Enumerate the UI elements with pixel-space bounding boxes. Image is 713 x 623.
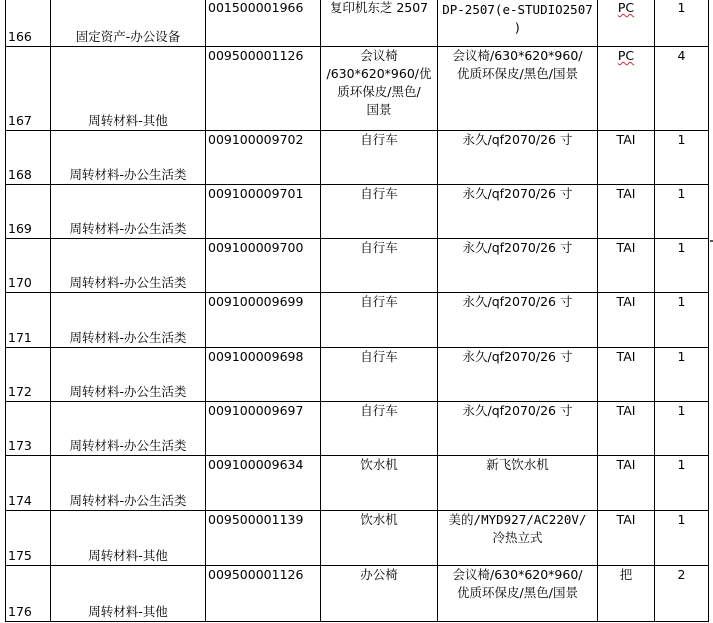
unit-cell: TAI — [598, 131, 655, 185]
unit-cell: TAI — [598, 511, 655, 566]
item-name-cell: 饮水机 — [321, 456, 438, 511]
quantity-cell: 4 — [655, 47, 709, 131]
row-number-cell: 174 — [6, 456, 51, 511]
material-code-cell: 009100009702 — [206, 131, 321, 185]
material-code-cell: 001500001966 — [206, 0, 321, 47]
unit-cell: TAI — [598, 348, 655, 402]
unit-cell: 把 — [598, 566, 655, 622]
material-code-cell: 009500001126 — [206, 566, 321, 622]
table-row — [6, 185, 709, 239]
category-cell: 周转材料-办公生活类 — [51, 348, 206, 402]
specification-cell: 新飞饮水机 — [438, 456, 598, 511]
material-code-cell: 009100009698 — [206, 348, 321, 402]
material-code-cell: 009100009634 — [206, 456, 321, 511]
table-row — [6, 402, 709, 456]
quantity-cell: 1 — [655, 239, 709, 293]
quantity-cell: 1 — [655, 0, 709, 47]
unit-cell: TAI — [598, 293, 655, 348]
category-cell: 周转材料-办公生活类 — [51, 456, 206, 511]
row-number-cell: 173 — [6, 402, 51, 456]
row-number-cell: 175 — [6, 511, 51, 566]
row-number-cell: 168 — [6, 131, 51, 185]
material-code-cell: 009500001126 — [206, 47, 321, 131]
unit-cell: TAI — [598, 456, 655, 511]
table-row — [6, 239, 709, 293]
unit-cell: PC — [598, 47, 655, 131]
category-cell: 周转材料-其他 — [51, 566, 206, 622]
specification-cell: 永久/qf2070/26 寸 — [438, 293, 598, 348]
material-code-cell: 009100009699 — [206, 293, 321, 348]
category-cell: 周转材料-办公生活类 — [51, 185, 206, 239]
unit-cell: TAI — [598, 185, 655, 239]
specification-cell: 永久/qf2070/26 寸 — [438, 348, 598, 402]
unit-cell: TAI — [598, 402, 655, 456]
quantity-cell: 1 — [655, 402, 709, 456]
item-name-cell: 自行车 — [321, 293, 438, 348]
row-number-cell: 170 — [6, 239, 51, 293]
specification-cell: 永久/qf2070/26 寸 — [438, 402, 598, 456]
table-row — [6, 456, 709, 511]
item-name-cell: 自行车 — [321, 402, 438, 456]
table-row — [6, 348, 709, 402]
table-row — [6, 0, 709, 47]
table-row — [6, 131, 709, 185]
specification-cell: 会议椅/630*620*960/ 优质环保皮/黑色/国景 — [438, 566, 598, 622]
quantity-cell: 2 — [655, 566, 709, 622]
table-row — [6, 511, 709, 566]
material-code-cell: 009500001139 — [206, 511, 321, 566]
material-code-cell: 009100009697 — [206, 402, 321, 456]
item-name-cell: 自行车 — [321, 348, 438, 402]
item-name-cell: 自行车 — [321, 239, 438, 293]
specification-cell: 会议椅/630*620*960/ 优质环保皮/黑色/国景 — [438, 47, 598, 131]
material-code-cell: 009100009701 — [206, 185, 321, 239]
specification-cell: 永久/qf2070/26 寸 — [438, 185, 598, 239]
specification-cell: 永久/qf2070/26 寸 — [438, 131, 598, 185]
item-name-cell: 饮水机 — [321, 511, 438, 566]
quantity-cell: 1 — [655, 456, 709, 511]
category-cell: 周转材料-办公生活类 — [51, 131, 206, 185]
category-cell: 周转材料-办公生活类 — [51, 402, 206, 456]
category-cell: 周转材料-其他 — [51, 47, 206, 131]
unit-cell: TAI — [598, 239, 655, 293]
quantity-cell: 1 — [655, 293, 709, 348]
asset-table — [5, 0, 709, 622]
row-number-cell: 169 — [6, 185, 51, 239]
category-cell: 周转材料-其他 — [51, 511, 206, 566]
category-cell: 周转材料-办公生活类 — [51, 239, 206, 293]
category-cell: 周转材料-办公生活类 — [51, 293, 206, 348]
table-row — [6, 566, 709, 622]
table-row — [6, 293, 709, 348]
item-name-cell: 会议椅 /630*620*960/优 质环保皮/黑色/ 国景 — [321, 47, 438, 131]
specification-cell: 永久/qf2070/26 寸 — [438, 239, 598, 293]
quantity-cell: 1 — [655, 185, 709, 239]
row-number-cell: 167 — [6, 47, 51, 131]
material-code-cell: 009100009700 — [206, 239, 321, 293]
unit-cell: PC — [598, 0, 655, 47]
row-number-cell: 176 — [6, 566, 51, 622]
row-number-cell: 172 — [6, 348, 51, 402]
table-row — [6, 47, 709, 131]
specification-cell: 美的/MYD927/AC220V/ 冷热立式 — [438, 511, 598, 566]
quantity-cell: 1 — [655, 511, 709, 566]
specification-cell: DP-2507(e-STUDIO2507 ) — [438, 0, 598, 47]
row-number-cell: 166 — [6, 0, 51, 47]
item-name-cell: 自行车 — [321, 185, 438, 239]
item-name-cell: 自行车 — [321, 131, 438, 185]
quantity-cell: 1 — [655, 348, 709, 402]
item-name-cell: 复印机东芝 2507 — [321, 0, 438, 47]
quantity-cell: 1 — [655, 131, 709, 185]
category-cell: 固定资产-办公设备 — [51, 0, 206, 47]
row-number-cell: 171 — [6, 293, 51, 348]
item-name-cell: 办公椅 — [321, 566, 438, 622]
